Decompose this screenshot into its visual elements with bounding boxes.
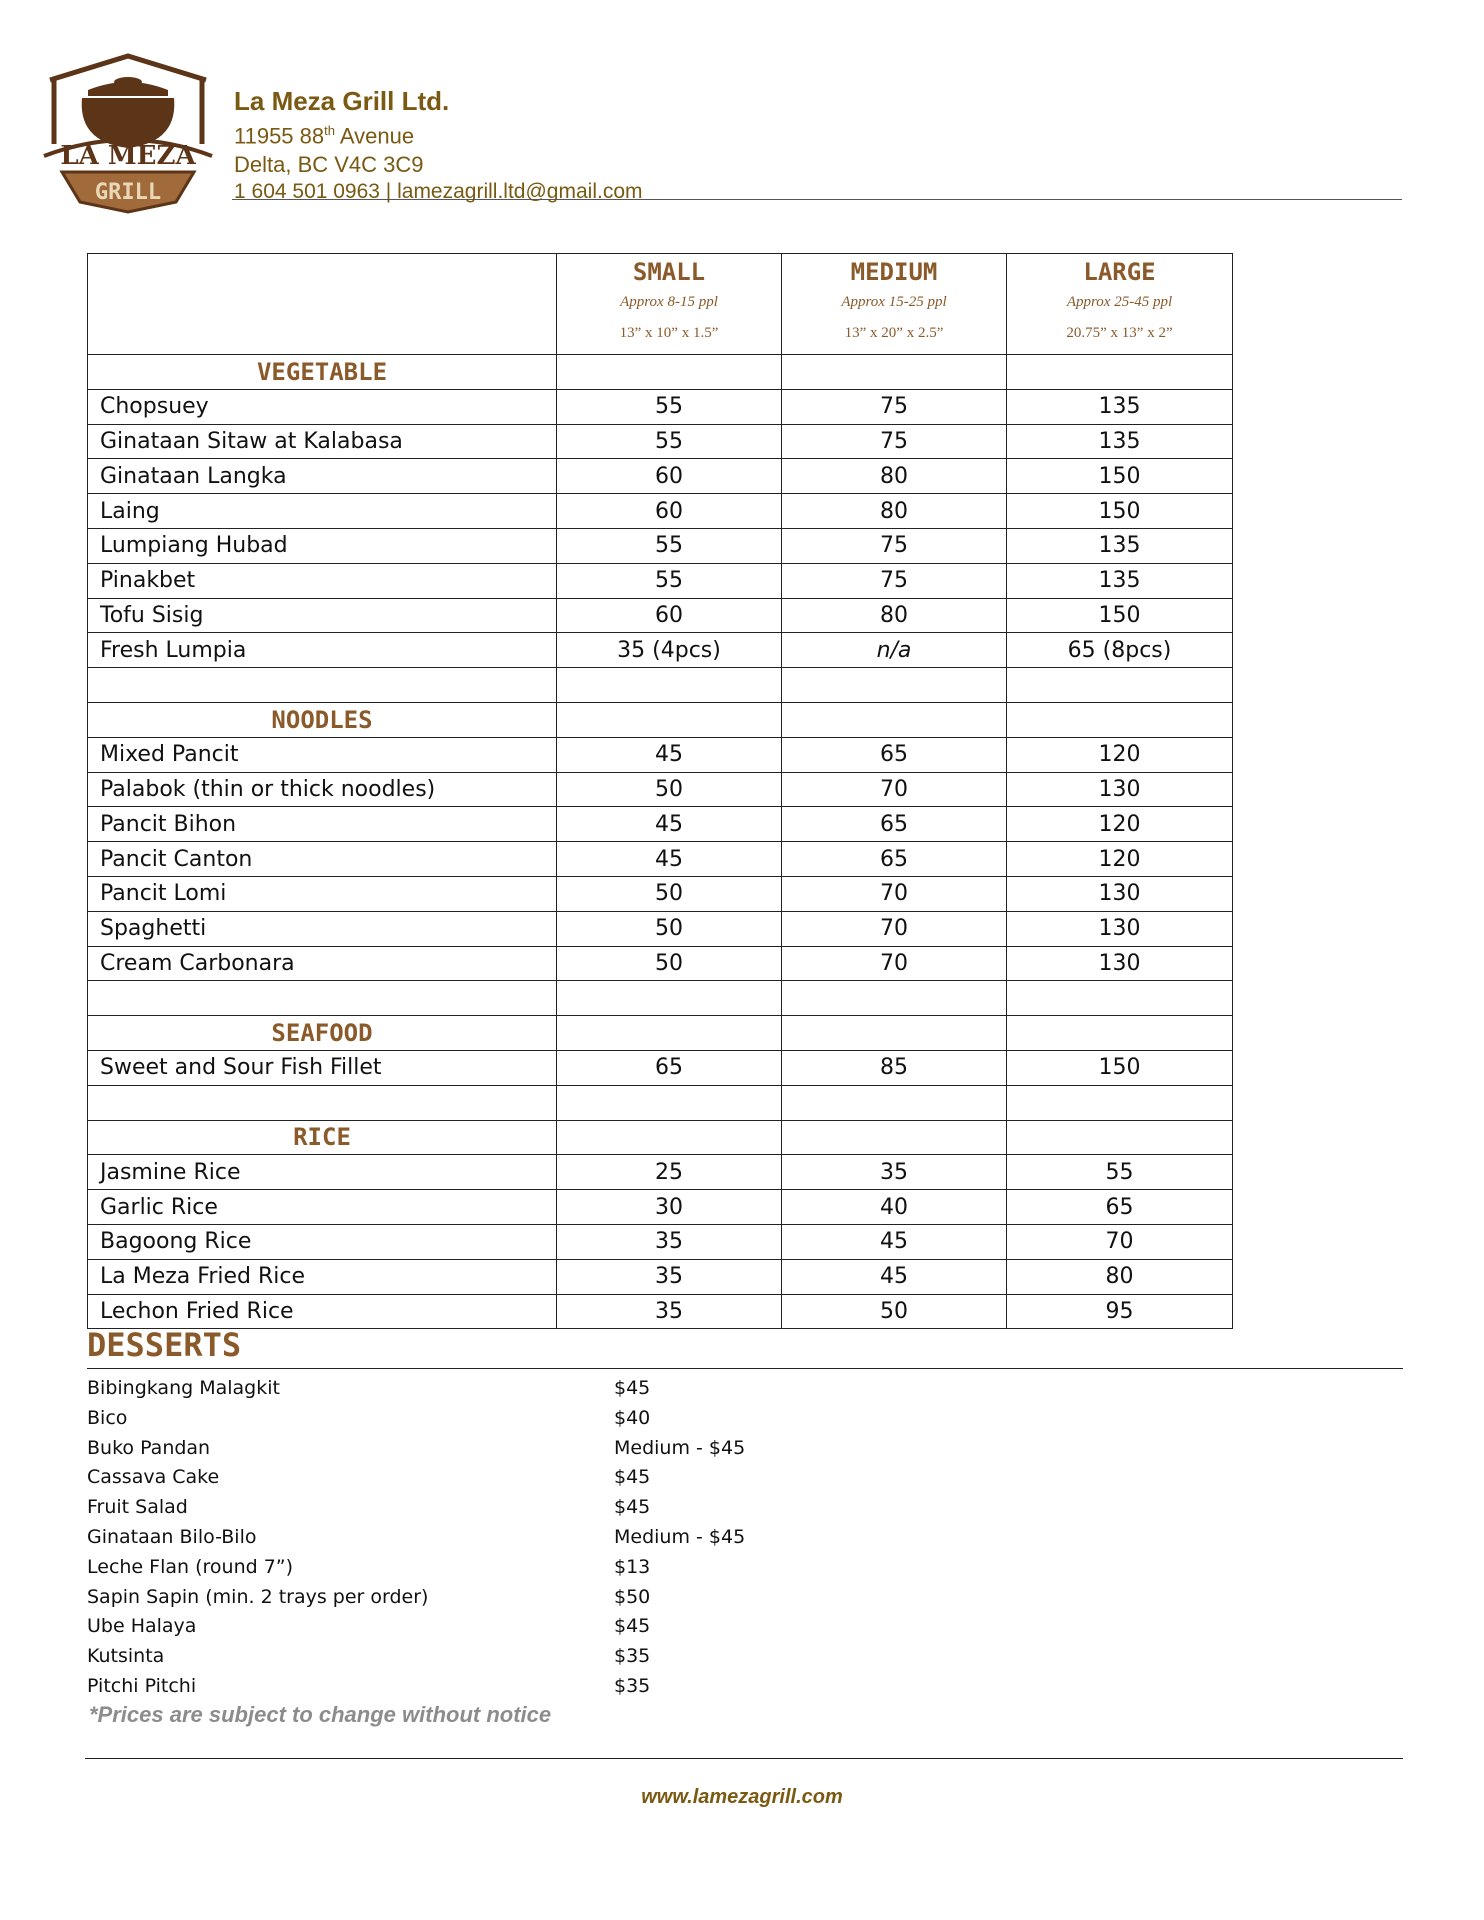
table-row [88, 911, 1233, 946]
price-small: 55 [557, 389, 782, 424]
empty-cell [1007, 1120, 1233, 1155]
empty-cell [782, 355, 1007, 390]
price-small: 35 (4pcs) [557, 633, 782, 668]
empty-cell [557, 981, 782, 1016]
dessert-name: Pitchi Pitchi [87, 1674, 197, 1697]
item-name: Ginataan Sitaw at Kalabasa [88, 424, 557, 459]
dessert-name: Leche Flan (round 7”) [87, 1555, 294, 1578]
price-large: 135 [1007, 424, 1233, 459]
size-header-small: SMALL Approx 8-15 ppl 13” x 10” x 1.5” [557, 254, 782, 355]
desserts-title: DESSERTS [87, 1326, 242, 1364]
category-row [88, 1120, 1233, 1155]
header-blank-cell [88, 254, 557, 355]
company-contact: 1 604 501 0963 | lamezagrill.ltd@gmail.com [234, 180, 643, 204]
list-item [87, 1642, 987, 1672]
dessert-name: Cassava Cake [87, 1466, 220, 1489]
price-large: 130 [1007, 876, 1233, 911]
table-row [88, 1224, 1233, 1259]
table-row [88, 633, 1233, 668]
dessert-price: $45 [614, 1466, 651, 1489]
dessert-price: Medium - $45 [614, 1436, 746, 1459]
dessert-price: $50 [614, 1585, 651, 1608]
desserts-divider [87, 1368, 1403, 1369]
footer-divider [85, 1758, 1403, 1759]
dessert-price: $13 [614, 1555, 651, 1578]
price-large: 135 [1007, 389, 1233, 424]
price-large: 55 [1007, 1155, 1233, 1190]
list-item [87, 1612, 987, 1642]
company-name: La Meza Grill Ltd. [234, 86, 450, 116]
table-row [88, 1259, 1233, 1294]
price-large: 80 [1007, 1259, 1233, 1294]
price-large: 120 [1007, 737, 1233, 772]
empty-cell [88, 668, 557, 703]
price-medium: n/a [782, 633, 1007, 668]
empty-cell [1007, 1016, 1233, 1051]
price-small: 35 [557, 1294, 782, 1329]
item-name: Lumpiang Hubad [88, 528, 557, 563]
item-name: Bagoong Rice [88, 1224, 557, 1259]
price-medium: 65 [782, 737, 1007, 772]
price-large: 70 [1007, 1224, 1233, 1259]
price-medium: 70 [782, 876, 1007, 911]
price-medium: 80 [782, 459, 1007, 494]
item-name: Sweet and Sour Fish Fillet [88, 1050, 557, 1085]
category-title: VEGETABLE [88, 355, 557, 390]
empty-cell [557, 355, 782, 390]
price-small: 45 [557, 737, 782, 772]
price-small: 60 [557, 459, 782, 494]
price-large: 130 [1007, 946, 1233, 981]
price-large: 150 [1007, 1050, 1233, 1085]
spacer-row [88, 981, 1233, 1016]
price-small: 35 [557, 1259, 782, 1294]
item-name: Pancit Bihon [88, 807, 557, 842]
spacer-row [88, 1085, 1233, 1120]
table-row [88, 772, 1233, 807]
price-small: 30 [557, 1190, 782, 1225]
price-medium: 65 [782, 807, 1007, 842]
list-item [87, 1434, 987, 1464]
empty-cell [557, 1120, 782, 1155]
table-row [88, 528, 1233, 563]
table-row [88, 598, 1233, 633]
header-divider [232, 199, 1402, 200]
list-item [87, 1463, 987, 1493]
empty-cell [557, 1016, 782, 1051]
company-street: 11955 88th Avenue [234, 123, 415, 149]
item-name: Fresh Lumpia [88, 633, 557, 668]
price-large: 120 [1007, 807, 1233, 842]
dessert-name: Sapin Sapin (min. 2 trays per order) [87, 1585, 429, 1608]
empty-cell [88, 1085, 557, 1120]
size-header-large: LARGE Approx 25-45 ppl 20.75” x 13” x 2” [1007, 254, 1233, 355]
website-link[interactable]: www.lamezagrill.com [641, 1786, 843, 1808]
item-name: Jasmine Rice [88, 1155, 557, 1190]
price-medium: 80 [782, 494, 1007, 529]
table-row [88, 807, 1233, 842]
empty-cell [1007, 355, 1233, 390]
logo-text-bottom: GRILL [94, 180, 162, 205]
desserts-list [87, 1374, 987, 1702]
table-row [88, 737, 1233, 772]
price-medium: 85 [782, 1050, 1007, 1085]
empty-cell [782, 1016, 1007, 1051]
price-medium: 45 [782, 1224, 1007, 1259]
item-name: La Meza Fried Rice [88, 1259, 557, 1294]
price-small: 55 [557, 563, 782, 598]
table-row [88, 494, 1233, 529]
dessert-price: $45 [614, 1496, 651, 1519]
logo-roof [50, 56, 206, 80]
empty-cell [1007, 702, 1233, 737]
list-item [87, 1493, 987, 1523]
table-row [88, 876, 1233, 911]
price-small: 60 [557, 494, 782, 529]
price-large: 135 [1007, 528, 1233, 563]
company-logo [38, 52, 218, 220]
item-name: Garlic Rice [88, 1190, 557, 1225]
price-large: 150 [1007, 598, 1233, 633]
category-row [88, 355, 1233, 390]
table-row [88, 1050, 1233, 1085]
dessert-price: $45 [614, 1377, 651, 1399]
price-medium: 75 [782, 563, 1007, 598]
price-small: 65 [557, 1050, 782, 1085]
dessert-price: $45 [614, 1615, 651, 1638]
price-large: 65 [1007, 1190, 1233, 1225]
size-header-row [88, 254, 1233, 355]
table-row [88, 1294, 1233, 1329]
empty-cell [557, 668, 782, 703]
empty-cell [557, 702, 782, 737]
price-small: 45 [557, 807, 782, 842]
price-small: 35 [557, 1224, 782, 1259]
category-row [88, 702, 1233, 737]
empty-cell [782, 1085, 1007, 1120]
dessert-name: Buko Pandan [87, 1436, 211, 1459]
list-item [87, 1404, 987, 1434]
item-name: Chopsuey [88, 389, 557, 424]
item-name: Spaghetti [88, 911, 557, 946]
list-item [87, 1523, 987, 1553]
price-medium: 70 [782, 772, 1007, 807]
price-small: 45 [557, 842, 782, 877]
price-large: 150 [1007, 494, 1233, 529]
list-item [87, 1553, 987, 1583]
dessert-name: Fruit Salad [87, 1496, 188, 1519]
price-large: 95 [1007, 1294, 1233, 1329]
price-small: 50 [557, 772, 782, 807]
price-medium: 35 [782, 1155, 1007, 1190]
table-row [88, 946, 1233, 981]
list-item [87, 1672, 987, 1702]
dessert-name: Ginataan Bilo-Bilo [87, 1525, 257, 1548]
dessert-name: Bibingkang Malagkit [87, 1377, 280, 1399]
table-row [88, 424, 1233, 459]
category-title: SEAFOOD [88, 1016, 557, 1051]
price-small: 60 [557, 598, 782, 633]
price-medium: 65 [782, 842, 1007, 877]
price-large: 130 [1007, 772, 1233, 807]
dessert-price: Medium - $45 [614, 1525, 746, 1548]
price-medium: 75 [782, 528, 1007, 563]
empty-cell [782, 702, 1007, 737]
table-row [88, 1155, 1233, 1190]
empty-cell [1007, 668, 1233, 703]
table-row [88, 563, 1233, 598]
price-medium: 50 [782, 1294, 1007, 1329]
price-medium: 70 [782, 911, 1007, 946]
price-small: 25 [557, 1155, 782, 1190]
price-small: 50 [557, 876, 782, 911]
item-name: Laing [88, 494, 557, 529]
category-title: RICE [88, 1120, 557, 1155]
price-medium: 40 [782, 1190, 1007, 1225]
item-name: Pancit Canton [88, 842, 557, 877]
empty-cell [782, 668, 1007, 703]
item-name: Mixed Pancit [88, 737, 557, 772]
empty-cell [782, 981, 1007, 1016]
table-row [88, 389, 1233, 424]
empty-cell [1007, 981, 1233, 1016]
dessert-price: $35 [614, 1645, 651, 1668]
catering-price-table [87, 253, 1233, 1329]
item-name: Lechon Fried Rice [88, 1294, 557, 1329]
item-name: Tofu Sisig [88, 598, 557, 633]
dessert-name: Ube Halaya [87, 1615, 197, 1638]
list-item [87, 1583, 987, 1613]
price-large: 130 [1007, 911, 1233, 946]
price-medium: 80 [782, 598, 1007, 633]
dessert-price: $40 [614, 1406, 651, 1429]
logo-text-top: LA MEZA [60, 141, 196, 171]
price-medium: 75 [782, 389, 1007, 424]
dessert-price: $35 [614, 1674, 651, 1697]
dessert-name: Kutsinta [87, 1645, 165, 1668]
price-medium: 45 [782, 1259, 1007, 1294]
item-name: Cream Carbonara [88, 946, 557, 981]
table-row [88, 1190, 1233, 1225]
price-small: 55 [557, 424, 782, 459]
price-small: 50 [557, 946, 782, 981]
empty-cell [557, 1085, 782, 1120]
price-medium: 70 [782, 946, 1007, 981]
table-row [88, 459, 1233, 494]
table-row [88, 842, 1233, 877]
price-disclaimer: *Prices are subject to change without notice [89, 1702, 552, 1727]
company-info [234, 86, 643, 205]
spacer-row [88, 668, 1233, 703]
company-city: Delta, BC V4C 3C9 [234, 152, 424, 178]
price-medium: 75 [782, 424, 1007, 459]
price-large: 150 [1007, 459, 1233, 494]
empty-cell [782, 1120, 1007, 1155]
price-small: 50 [557, 911, 782, 946]
dessert-name: Bico [87, 1406, 128, 1429]
item-name: Pancit Lomi [88, 876, 557, 911]
price-small: 55 [557, 528, 782, 563]
price-large: 65 (8pcs) [1007, 633, 1233, 668]
list-item [87, 1374, 987, 1404]
item-name: Ginataan Langka [88, 459, 557, 494]
price-large: 135 [1007, 563, 1233, 598]
category-title: NOODLES [88, 702, 557, 737]
size-header-medium: MEDIUM Approx 15-25 ppl 13” x 20” x 2.5” [782, 254, 1007, 355]
logo-pot-lid [88, 82, 168, 96]
price-large: 120 [1007, 842, 1233, 877]
empty-cell [88, 981, 557, 1016]
empty-cell [1007, 1085, 1233, 1120]
item-name: Palabok (thin or thick noodles) [88, 772, 557, 807]
item-name: Pinakbet [88, 563, 557, 598]
category-row [88, 1016, 1233, 1051]
